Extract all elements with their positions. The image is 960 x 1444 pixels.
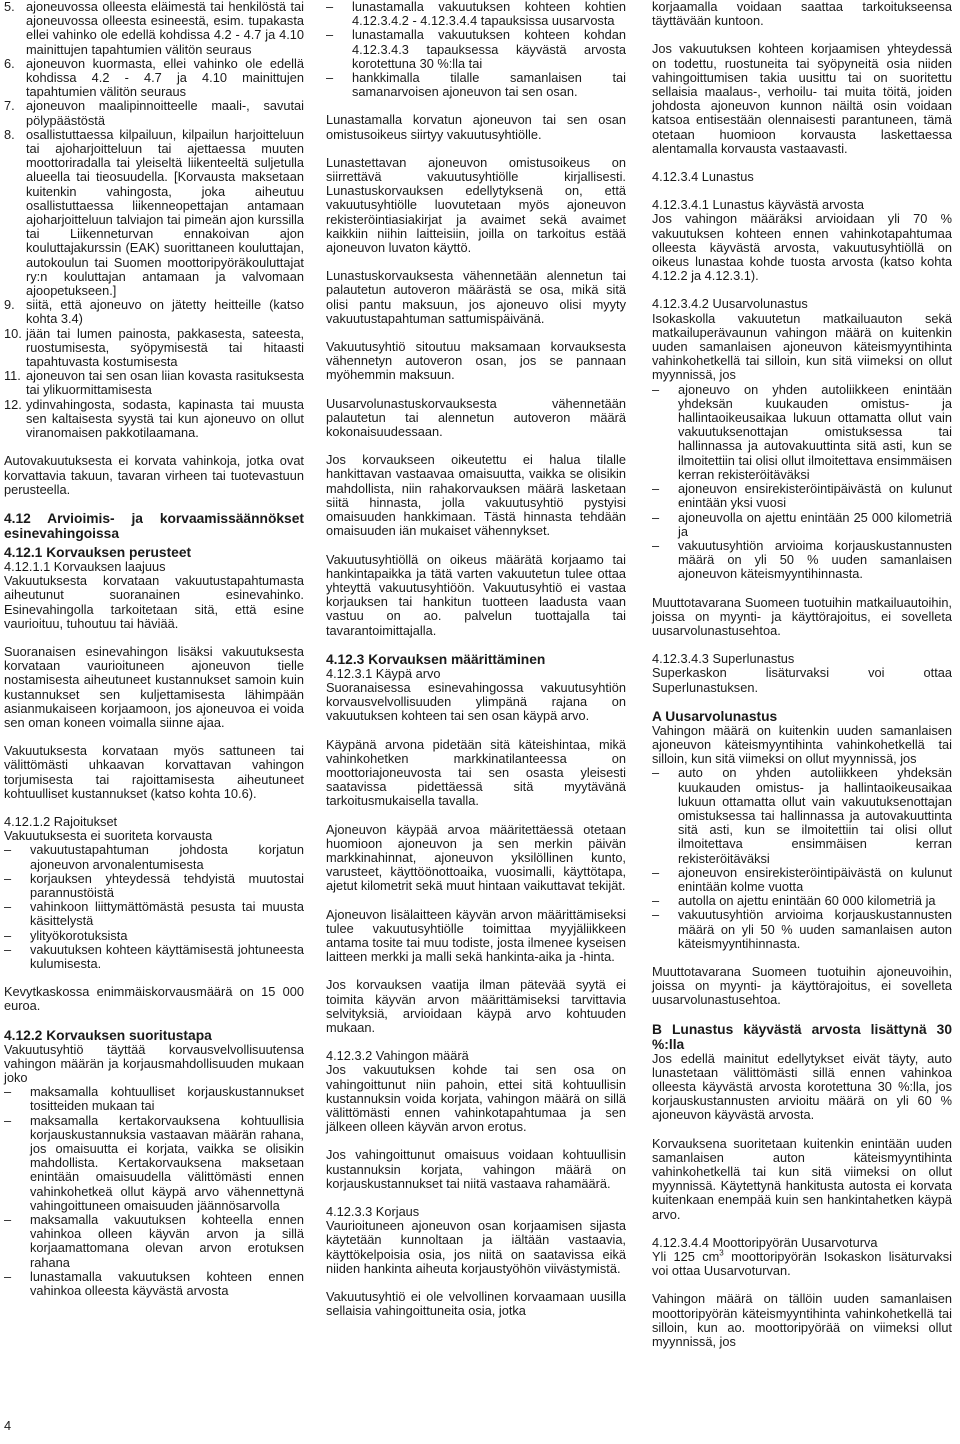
list-item: – lunastamalla vakuutuksen kohteen ennen vahinkoa olleesta käyvästä arvosta xyxy=(4,1268,304,1299)
subheading-41234: 4.12.3.4 Lunastus xyxy=(652,169,754,185)
uusarvo-conditions-list xyxy=(652,383,952,582)
paragraph: Vakuutusyhtiö sitoutuu maksamaan korvauksesta vähennetyn autoveron osan, jos se pannaan myöhemmin maksuun. xyxy=(326,339,626,383)
list-item: – vakuutuksen kohteen käyttämisestä johtuneesta kulumisesta. xyxy=(4,941,304,971)
subheading-412343: 4.12.3.4.3 Superlunastus xyxy=(652,651,795,667)
list-item: – korjauksen yhteydessä tehdyistä muutostai parannustöistä xyxy=(4,870,304,900)
paragraph: Isokaskolla vakuutetun matkailuauton sekä matkailuperävaunun vahingon määrä on kuitenkin uuden samanlaisen ajoneuvon käteismyyntihinta vahinkohetkellä tai silloin, kun sitä viimeksi on ollut myynnissä, jos xyxy=(652,310,952,383)
list-item: 9. siitä, että ajoneuvo on jätetty heitteille (katso kohta 3.4) xyxy=(4,297,304,327)
paragraph: Jos vakuutuksen kohteen korjaamisen yhteydessä on todettu, ruostuneita tai syöpyneitä osia niiden vahingoittumisen takia uusittu tai on suoritettu sellaisia maalaus-, verhoilu- tai muita töitä, joiden johdosta ajoneuvon kunnon näiltä osin voidaan katsoa entisestään olennaisesti parantuneen, tämä otetaan huomioon korvausta laskettaessa alentamalla korvausta vastaavasti. xyxy=(652,41,952,156)
section-heading-4122: 4.12.2 Korvauksen suoritustapa xyxy=(4,1027,212,1043)
paragraph-rajoitukset-intro: Vakuutuksesta ei suoriteta korvausta xyxy=(4,828,213,844)
list-item: – vakuutusyhtiön arvioima korjauskustannusten määrä on yli 50 % uuden samanlaisen auton käteismyyntihinnasta. xyxy=(652,907,952,951)
paragraph-suoritustapa: Vakuutusyhtiö täyttää korvausvelvollisuutensa vahingon määrän ja korjausmahdollisuuden mukaan joko xyxy=(4,1041,304,1085)
list-item: – ajoneuvo on yhden autoliikkeen enintään yhdeksän kuukauden omistus- ja hallintaoikeusaikaa lukuun ottamatta ollut vain vakuutuksenottajan omistuksessa tai hallinnassa ja autovakuuttinta sitä asti, kun se ilmoitettiin tai olisi ollut ilmoitettava ensimmäisen kerran rekisteröitäväksi xyxy=(652,381,952,482)
list-item: 5. ajoneuvossa olleesta eläimestä tai henkilöstä tai ajoneuvossa olleesta esineestä, esim. tupakasta ellei vahinko ole edellä kohdissa 4.2 - 4.7 ja 4.10 mainittujen tapahtumien välitön seuraus xyxy=(4,0,304,57)
paragraph: Vahingon määrä on kuitenkin uuden samanlaisen ajoneuvon käteismyyntihinta vahinkohetkellä tai silloin, kun sitä viimeksi on ollut myynnissä, jos xyxy=(652,722,952,767)
subheading-41231: 4.12.3.1 Käypä arvo xyxy=(326,665,441,681)
column-left xyxy=(4,0,304,1312)
list-item: – auto on yhden autoliikkeen yhdeksän kuukauden omistus- ja hallintaoikeusaikaa lukuun ottamatta ollut vain vakuutuksenottajan omistuksessa tai hallinnassa ja autovakuuttinta sitä asti, kun se ilmoitettiin tai olisi ollut ilmoitettava ensimmäisen kerran rekisteröitäväksi xyxy=(652,765,952,866)
paragraph: Jos vahingon määräksi arvioidaan yli 70 % vakuutuksen kohteen ennen vahinkotapahtumaa olleesta käyvästä arvosta, vakuutusyhtiöllä on oikeus lunastaa kohde tuosta arvosta (katso kohta 4.12.2 ja 4.12.3.1). xyxy=(652,211,952,284)
paragraph: Lunastettavan ajoneuvon omistusoikeus on siirrettävä vakuutusyhtiölle kirjallisesti. Lunastuskorvauksen edellytyksenä on, että vakuutusyhtiölle luovutetaan myös ajoneuvon rekisteröintiasiakirjat ja avaimet sekä avaimet kaikkiin niihin laitteisiin, joilla on tarkoitus estää ajoneuvon luvaton käyttö. xyxy=(326,154,626,256)
list-item: 10. jään tai lumen painosta, pakkasesta, sateesta, ruostumisesta, syöpymisestä tai hitaasti tapahtuvasta kostumisesta xyxy=(4,325,304,370)
list-item: – lunastamalla vakuutuksen kohteen kohdan 4.12.3.4.3 tapauksessa käyvästä arvosta korotettuna 30 %:lla tai xyxy=(326,27,626,71)
subheading-41211: 4.12.1.1 Korvauksen laajuus xyxy=(4,558,166,574)
list-item: 8. osallistuttaessa kilpailuun, kilpailun harjoitteluun tai ajoharjoitteluun tai ajettaessa muuten moottoriradalla tai yleiseltä liikenteeltä suljetulla alueella tai tieosuudella. [Korvausta maksetaan kuitenkin vahingosta, joka aiheutuu osallistuttaessa liikenneopettajan antamaan ajoharjoitteluun talviajon tai pimeän ajon kurssilla tai Liikenneturvan ennakoivan ajon kouluttajakurssin (EAK) suorittaneen kouluttajan, autokoulun tai Suomen moottoripyöräkouluttajat ry:n kouluttajan antamaan ja valvomaan ajoopetukseen.] xyxy=(4,126,304,299)
paragraph: Ajoneuvon käypää arvoa määritettäessä otetaan huomioon ajoneuvon ja sen merkin päivän markkinahinnat, ajoneuvon yksilöllinen kunto, varusteet, käyttöönottoaika, vuosimalli, käyttötapa, ajetut kilometrit sekä muut hintaan vaikuttavat tekijät. xyxy=(326,821,626,894)
paragraph: Vaurioituneen ajoneuvon osan korjaamisen sijasta käytetään kunnoltaan ja iältään vastaavia, käyttökelpoisia osia, jos niitä on saatavissa eikä niiden hankinta aiheuta korjaustyöhön viivästymistä. xyxy=(326,1218,626,1276)
paragraph: Vakuutusyhtiöllä on oikeus määrätä korjaamo tai hankintapaikka ja tätä varten vakuutetun tulee ottaa yhteyttä vakuutusyhtiöön. Vakuutusyhtiö ei vastaa korjauksen tai hankitun tuotteen laadusta vaan vastuu on ao. palvelun tuottajalla tai tavarantoimittajalla. xyxy=(326,551,626,638)
paragraph: Jos edellä mainitut edellytykset eivät täyty, auto lunastetaan välittömästi sillä ennen vahinkoa olleesta käyvästä arvosta korotettuna 30 %:lla, jos korjauskustannusten arvioitu määrä on yli 60 % ajoneuvon käyvästä arvosta. xyxy=(652,1050,952,1123)
paragraph-sattuneen: Vakuutuksesta korvataan myös sattuneen tai välittömästi uhkaavan korvattavan vahingon torjumisesta tai rajoittamisesta aiheutuneet kohtuulliset kustannukset (katso kohta 10.6). xyxy=(4,743,304,801)
paragraph: Ajoneuvon lisälaitteen käyvän arvon määrittämiseksi tulee vakuutusyhtiölle toimittaa myyjäliikkeen antama tosite tai muu todiste, josta ilmenee kyseisen laitteen merkki ja malli sekä hankinta-aika ja -hinta. xyxy=(326,906,626,965)
heading-a-uusarvolunastus: A Uusarvolunastus xyxy=(652,708,778,724)
list-item: 11. ajoneuvon tai sen osan liian kovasta rasituksesta tai ylikuormittamisesta xyxy=(4,368,304,398)
numbered-list-top xyxy=(4,0,304,440)
paragraph-kevytkasko: Kevytkaskossa enimmäiskorvausmäärä on 15 000 euroa. xyxy=(4,984,304,1014)
paragraph: Käypänä arvona pidetään sitä käteishintaa, mikä vahinkohetken markkinatilanteessa on moottoriajoneuvosta tai sen osasta yleisesti saatavissa pidettäessä sitä myytävänä tarkoitusmukaisella tavalla. xyxy=(326,736,626,809)
paragraph: Suoranaisessa esinevahingossa vakuutusyhtiön korvausvelvollisuuden ylimpänä rajana on vakuutuksen kohteen tai sen osan käypä arvo. xyxy=(326,679,626,724)
paragraph: Jos korvaukseen oikeutettu ei halua tilalle hankittavan vastaavaa omaisuutta, vaikka se olisikin mahdollista, niin rahakorvauksen määrä lasketaan siitä hinnasta, jolla vakuutusyhtiö pystyisi omaisuuden hankkimaan. Tästä hinnasta tehdään omaisuuden iän mukaiset vähennykset. xyxy=(326,452,626,539)
paragraph: Vahingon määrä on tällöin uuden samanlaisen moottoripyörän käteismyyntihinta vahinkohetkellä tai silloin, kun ao. moottoripyörää on viimeksi ollut myynnissä, jos xyxy=(652,1291,952,1350)
subheading-412344: 4.12.3.4.4 Moottoripyörän Uusarvoturva xyxy=(652,1234,878,1250)
subheading-41212: 4.12.1.2 Rajoitukset xyxy=(4,813,118,829)
paragraph: Lunastamalla korvatun ajoneuvon tai sen osan omistusoikeus siirtyy vakuutusyhtiölle. xyxy=(326,112,626,142)
lunastus-list xyxy=(326,0,626,99)
list-item: – autolla on ajettu enintään 60 000 kilometriä ja xyxy=(652,893,936,909)
list-item: – vakuutusyhtiön arvioima korjauskustannusten määrä on yli 50 % uuden samanlaisen ajoneuvon käteismyyntihinnasta. xyxy=(652,537,952,582)
paragraph: Muuttotavarana Suomeen tuotuihin ajoneuvoihin, joissa on myynti- ja käyttörajoitus, ei sovelleta uusarvolunastusehtoa. xyxy=(652,963,952,1008)
paragraph: Korvauksena suoritetaan kuitenkin enintään uuden samanlaisen auton käteismyyntihinta vahinkohetkellä tai kun sitä viimeksi on ollut myynnissä. Käytettynä hankitusta autosta ei korvata kuitenkaan enempää kuin sen hankintahetken käypä arvo. xyxy=(652,1135,952,1222)
paragraph: Muuttotavarana Suomeen tuotuihin matkailuautoihin, joissa on myynti- ja käyttörajoitus, ei sovelleta uusarvolunastusehtoa. xyxy=(652,594,952,638)
page-number: 4 xyxy=(4,1418,12,1433)
list-item: – hankkimalla tilalle samanlaisen tai samanarvoisen ajoneuvon tai sen osan. xyxy=(326,70,626,100)
list-item: – vakuutustapahtuman johdosta korjatun ajoneuvon arvonalentumisesta xyxy=(4,842,304,872)
suoritustapa-list xyxy=(4,1085,304,1298)
paragraph-suoranaisen: Suoranaisen esinevahingon lisäksi vakuutuksesta korvataan vaurioituneen ajoneuvon tielle nostamisesta aiheutuneet kustannukset samoin kuin kustannukset sen kuljettamisesta lähimpään asianmukaiseen korjaamoon, jos ajoneuvoa ei voida sen oman koneen voimalla siinne ajaa. xyxy=(4,643,304,730)
paragraph-auto: Autovakuutuksesta ei korvata vahinkoja, jotka ovat korvattavia takuun, tavaran virheen tai tuotevastuun perusteella. xyxy=(4,453,304,497)
list-item: 7. ajoneuvon maalipinnoitteelle maali-, savutai pölypäästöstä xyxy=(4,98,304,128)
subheading-41232: 4.12.3.2 Vahingon määrä xyxy=(326,1048,469,1064)
column-right xyxy=(652,0,952,1363)
paragraph: Superkaskon lisäturvaksi voi ottaa Superlunastuksen. xyxy=(652,665,952,695)
subheading-412341: 4.12.3.4.1 Lunastus käyvästä arvosta xyxy=(652,197,864,213)
list-item: 6. ajoneuvon kuormasta, ellei vahinko ole edellä kohdissa 4.2 - 4.7 ja 4.10 mainittujen tapahtumien välitön seuraus xyxy=(4,55,304,100)
section-heading-412: 4.12 Arvioimis- ja korvaamissäännökset esinevahingoissa xyxy=(4,510,304,541)
list-item: – vahinkoon liittymättömästä pesusta tai muusta käsittelystä xyxy=(4,899,304,929)
list-item: – maksamalla kohtuulliset korjauskustannukset tositteiden mukaan tai xyxy=(4,1084,304,1114)
list-item: 12. ydinvahingosta, sodasta, kapinasta tai muusta sen kaltaisesta syystä tai kun ajoneuvo on ollut viranomaisen pakkotilaamana. xyxy=(4,396,304,441)
heading-b-lunastus: B Lunastus käyvästä arvosta lisättynä 30 %:lla xyxy=(652,1021,952,1052)
list-item: – maksamalla vakuutuksen kohteella ennen vahinkoa olleen käyvän arvon ja sillä korjaamattomana olevan arvon erotuksen rahana xyxy=(4,1212,304,1270)
paragraph: Vakuutusyhtiö ei ole velvollinen korvaamaan uusilla sellaisia vahingoittuneita osia, jotka xyxy=(326,1289,626,1319)
list-item: – maksamalla kertakorvauksena kohtuullisia korjauskustannuksia vastaavan määrän rahana, jos omaisuutta ei korjata, vaikka se olisikin mahdollista. Kertakorvauksena maksetaan enintään omaisuudella välittömästi ennen vahinkohetkeä ollut käypä arvo vähennettynä vahingoittuneen omaisuuden jäännösarvolla xyxy=(4,1112,304,1213)
paragraph: korjaamalla voidaan saattaa tarkoitukseensa täyttävään kuntoon. xyxy=(652,0,952,29)
list-item: – ajoneuvon ensirekisteröintipäivästä on kulunut enintään yksi vuosi xyxy=(652,481,952,511)
paragraph-laajuus: Vakuutuksesta korvataan vakuutustapahtumasta aiheutunut suoranainen esinevahinko. Esinevahingolla tarkoitetaan sitä, että esine vaurioituu, tuhoutuu tai häviää. xyxy=(4,573,304,631)
section-heading-4123: 4.12.3 Korvauksen määrittäminen xyxy=(326,651,546,667)
list-item: – ajoneuvolla on ajettu enintään 25 000 kilometriä ja xyxy=(652,509,952,539)
paragraph: Lunastuskorvauksesta vähennetään alennetun tai palautetun autoveron määrästä se osa, mikä sitä olisi pantu maksuun, jos ajoneuvo olisi myyty vakuutustapahtuman sattumispäivänä. xyxy=(326,268,626,326)
paragraph: Jos vakuutuksen kohde tai sen osa on vahingoittunut niin pahoin, ettei sitä kohtuullisin kustannuksin voida korjata, vahingon määrä on sillä välittömästi ennen vahinkotapahtumaa ja sen jälkeen olleen käyvän arvon erotus. xyxy=(326,1062,626,1135)
paragraph: Jos korvauksen vaatija ilman pätevää syytä ei toimita käyvän arvon määrittämiseksi tarvittavia selvityksiä, arvioidaan käypä arvo kohtuuden mukaan. xyxy=(326,977,626,1035)
subheading-412342: 4.12.3.4.2 Uusarvolunastus xyxy=(652,296,808,312)
superlunastus-conditions-list xyxy=(652,766,952,951)
subheading-41233: 4.12.3.3 Korjaus xyxy=(326,1204,420,1220)
paragraph: Uusarvolunastuskorvauksesta vähennetään palautetun tai alennetun autoveron määrä kokonaisuudessaan. xyxy=(326,395,626,440)
rajoitukset-list xyxy=(4,843,304,971)
list-item: – ylityökorotuksista xyxy=(4,927,128,943)
list-item: – ajoneuvon ensirekisteröintipäivästä on kulunut enintään kolme vuotta xyxy=(652,864,952,894)
list-item: – lunastamalla vakuutuksen kohteen kohtien 4.12.3.4.2 - 4.12.3.4.4 tapauksissa uusarvosta xyxy=(326,0,626,29)
section-heading-4121: 4.12.1 Korvauksen perusteet xyxy=(4,544,192,560)
column-middle xyxy=(326,0,626,1332)
paragraph-uusarvoturva: Yli 125 $cm^3$ moottoripyörän Isokaskon lisäturvaksi voi ottaa Uusarvoturvan. xyxy=(652,1248,952,1279)
paragraph: Jos vahingoittunut omaisuus voidaan kohtuullisin kustannuksin korjata, vahingon määrä on korjauskustannukset tai niitä vastaava rahamäärä. xyxy=(326,1147,626,1191)
